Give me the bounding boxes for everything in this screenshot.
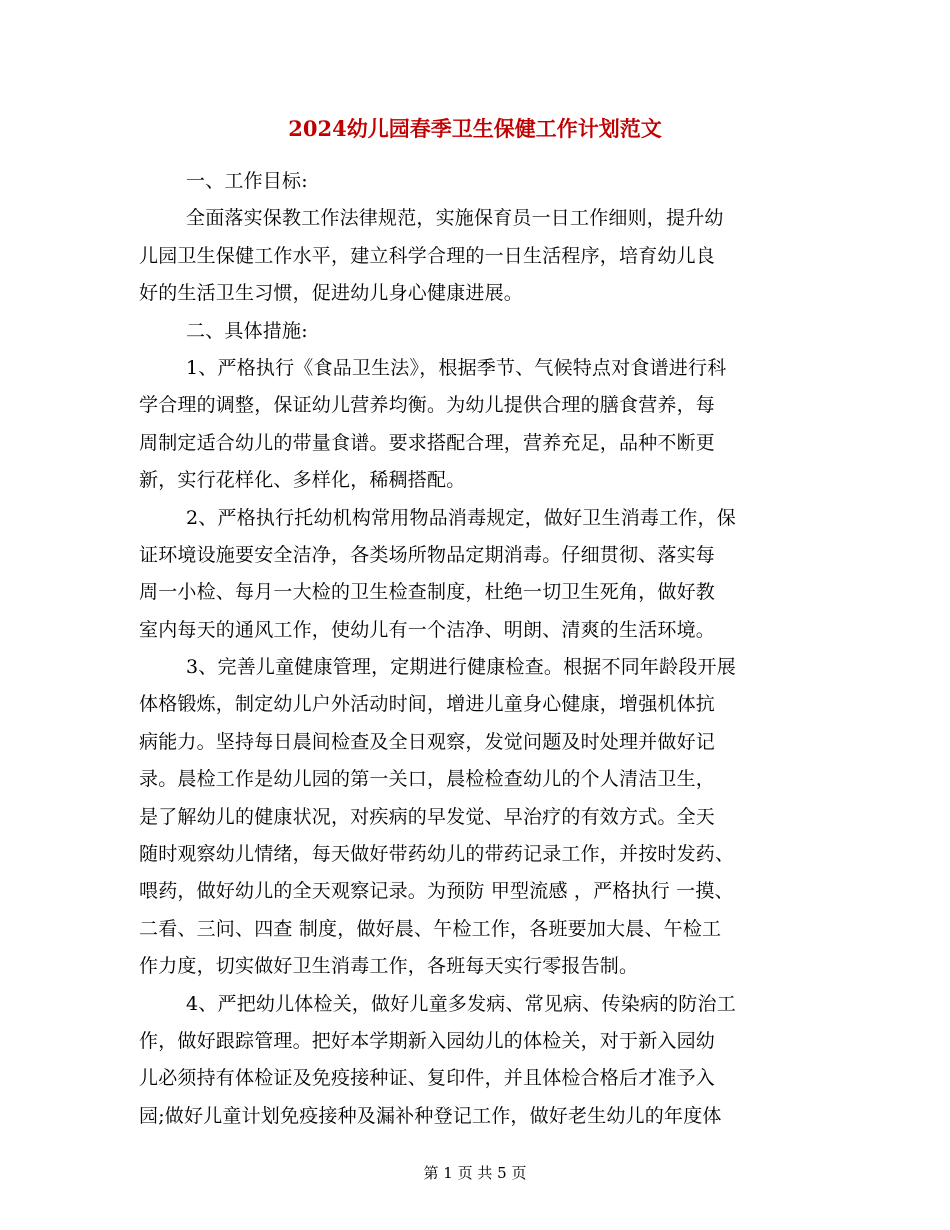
text-line: 是了解幼儿的健康状况，对疾病的早发觉、早治疗的有效方式。全天 bbox=[139, 805, 716, 828]
document-title: 2024幼儿园春季卫生保健工作计划范文 bbox=[288, 116, 662, 141]
text-line: 二看、三问、四查 制度，做好晨、午检工作，各班要加大晨、午检工 bbox=[139, 917, 722, 940]
text-line: 全面落实保教工作法律规范，实施保育员一日工作细则，提升幼 bbox=[186, 207, 724, 230]
text-line: 证环境设施要安全洁净，各类场所物品定期消毒。仔细贯彻、落实每 bbox=[139, 543, 716, 566]
text-line: 二、具体措施: bbox=[186, 319, 308, 342]
page-footer: 第 1 页 共 5 页 bbox=[423, 1164, 527, 1182]
text-line: 病能力。坚持每日晨间检查及全日观察，发觉问题及时处理并做好记 bbox=[139, 730, 716, 753]
text-line: 随时观察幼儿情绪，每天做好带药幼儿的带药记录工作，并按时发药、 bbox=[139, 843, 735, 866]
text-line: 喂药，做好幼儿的全天观察记录。为预防 甲型流感 ，严格执行 一摸、 bbox=[139, 880, 734, 903]
text-line: 园;做好儿童计划免疫接种及漏补种登记工作，做好老生幼儿的年度体 bbox=[139, 1104, 722, 1127]
text-line: 3、完善儿童健康管理，定期进行健康检查。根据不同年龄段开展 bbox=[186, 656, 736, 679]
document-body bbox=[139, 163, 811, 1135]
text-line: 1、严格执行《食品卫生法》，根据季节、气候特点对食谱进行科 bbox=[186, 356, 727, 379]
text-line: 好的生活卫生习惯，促进幼儿身心健康进展。 bbox=[139, 282, 524, 305]
text-line: 作力度，切实做好卫生消毒工作，各班每天实行零报告制。 bbox=[139, 955, 639, 978]
text-line: 录。晨检工作是幼儿园的第一关口，晨检检查幼儿的个人清洁卫生， bbox=[139, 768, 716, 791]
text-line: 4、严把幼儿体检关，做好儿童多发病、常见病、传染病的防治工 bbox=[186, 992, 736, 1015]
text-line: 周制定适合幼儿的带量食谱。要求搭配合理，营养充足，品种不断更 bbox=[139, 431, 716, 454]
text-line: 周一小检、每月一大检的卫生检查制度，杜绝一切卫生死角，做好教 bbox=[139, 581, 716, 604]
text-line: 儿园卫生保健工作水平，建立科学合理的一日生活程序，培育幼儿良 bbox=[139, 244, 716, 267]
text-line: 作，做好跟踪管理。把好本学期新入园幼儿的体检关，对于新入园幼 bbox=[139, 1029, 716, 1052]
text-line: 新，实行花样化、多样化，稀稠搭配。 bbox=[139, 469, 466, 492]
text-line: 体格锻炼，制定幼儿户外活动时间，增进儿童身心健康，增强机体抗 bbox=[139, 693, 716, 716]
text-line: 学合理的调整，保证幼儿营养均衡。为幼儿提供合理的膳食营养，每 bbox=[139, 394, 716, 417]
text-line: 2、严格执行托幼机构常用物品消毒规定，做好卫生消毒工作，保 bbox=[186, 506, 736, 529]
text-line: 一、工作目标: bbox=[186, 170, 308, 192]
text-line: 儿必须持有体检证及免疫接种证、复印件，并且体检合格后才准予入 bbox=[139, 1067, 716, 1090]
text-line: 室内每天的通风工作，使幼儿有一个洁净、明朗、清爽的生活环境。 bbox=[139, 618, 716, 641]
